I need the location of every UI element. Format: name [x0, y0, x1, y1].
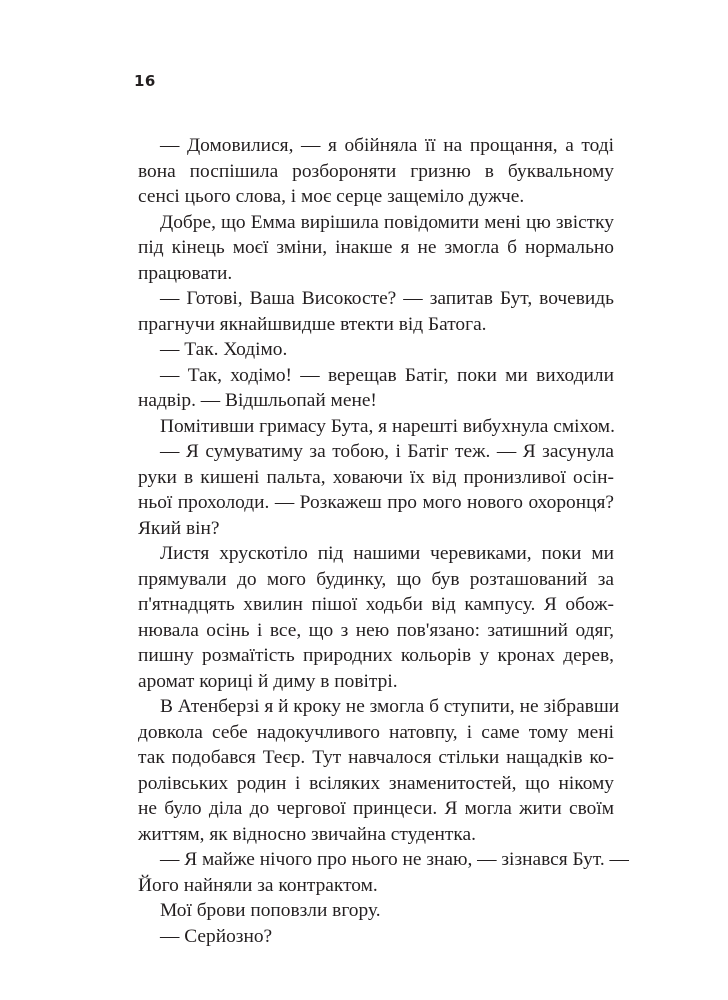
- text-line: надвір. — Відшльопай мене!: [138, 390, 377, 411]
- paragraph: [138, 337, 614, 363]
- text-line: — Готові, Ваша Високосте? — запитав Бут, вочевидь: [160, 288, 614, 309]
- text-line: під кінець моєї зміни, інакше я не змогла б нормально: [138, 237, 614, 258]
- paragraph: [138, 439, 614, 541]
- text-line: працювати.: [138, 262, 233, 284]
- text-line: пишну розмаїтість природних кольорів у кронах дерев,: [138, 645, 614, 666]
- paragraph: [138, 210, 614, 287]
- paragraph: [138, 541, 614, 694]
- text-line: — Так, ходімо! — верещав Батіг, поки ми виходили: [160, 364, 614, 386]
- text-line: вона поспішила розбороняти гризню в буквальному: [138, 160, 614, 182]
- paragraph: [138, 133, 614, 210]
- body-text: [138, 133, 629, 949]
- text-line: Добре, що Емма вирішила повідомити мені цю звістку: [160, 211, 614, 233]
- text-line: — Серйозно?: [160, 925, 273, 947]
- text-line: ньої прохолоди. — Розкажеш про мого нового охоронця?: [138, 492, 614, 513]
- text-line: ролівських родин і всіляких знаменитостей, що нікому: [138, 772, 614, 794]
- text-line: Його найняли за контрактом.: [138, 874, 378, 896]
- text-line: довкола себе надокучливого натовпу, і саме тому мені: [138, 721, 614, 743]
- text-line: нювала осінь і все, що з нею пов'язано: затишний одяг,: [138, 619, 614, 641]
- text-line: — Так. Ходімо.: [160, 339, 288, 360]
- text-line: життям, як відносно звичайна студентка.: [138, 823, 476, 845]
- text-line: — Я сумуватиму за тобою, і Батіг теж. — Я засунула: [160, 441, 614, 462]
- text-line: Листя хрускотіло під нашими черевиками, поки ми: [160, 543, 614, 564]
- paragraph: [138, 924, 614, 950]
- text-line: — Я майже нічого про нього не знаю, — зізнався Бут. —: [160, 849, 629, 870]
- paragraph: [138, 363, 614, 414]
- text-line: Помітивши гримасу Бута, я нарешті вибухнула сміхом.: [160, 415, 615, 437]
- text-line: не було діла до чергової принцеси. Я могла жити своїм: [138, 798, 614, 819]
- text-line: прямували до мого будинку, що був розташований за: [138, 568, 614, 590]
- paragraph: [138, 847, 629, 898]
- paragraph: [138, 414, 614, 440]
- text-line: прагнучи якнайшвидше втекти від Батога.: [138, 313, 487, 335]
- text-line: В Атенберзі я й кроку не змогла б ступити, не зібравши: [160, 696, 620, 717]
- paragraph: [138, 898, 614, 924]
- text-line: руки в кишені пальта, ховаючи їх від пронизливої осін-: [138, 466, 614, 488]
- page-number: 16: [134, 72, 156, 90]
- text-line: Який він?: [138, 517, 220, 539]
- text-line: п'ятнадцять хвилин пішої ходьби від кампусу. Я обож-: [138, 594, 614, 615]
- text-line: аромат кориці й диму в повітрі.: [138, 670, 398, 692]
- paragraph: [138, 286, 614, 337]
- text-line: — Домовилися, — я обійняла її на прощання, а тоді: [160, 135, 614, 156]
- text-line: так подобався Теєр. Тут навчалося стільки нащадків ко-: [138, 747, 614, 768]
- text-line: Мої брови поповзли вгору.: [160, 900, 381, 921]
- text-line: сенсі цього слова, і моє серце защеміло дужче.: [138, 186, 525, 207]
- paragraph: [138, 694, 620, 847]
